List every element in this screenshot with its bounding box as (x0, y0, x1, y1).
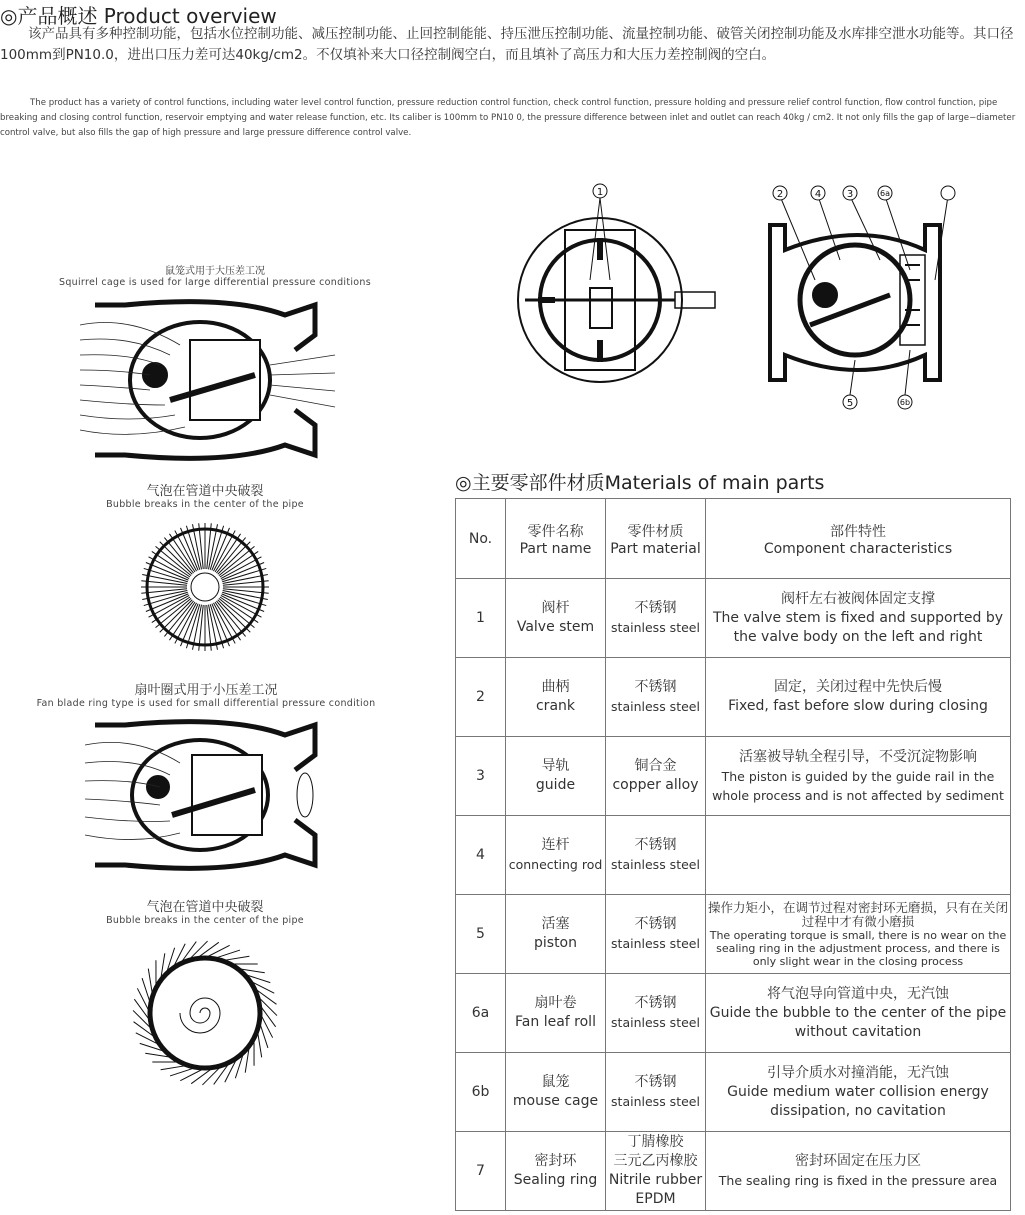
header-part-material: 零件材质 Part material (606, 499, 706, 579)
table-row (456, 895, 1011, 974)
table-header-row (456, 499, 1011, 579)
table-row (456, 974, 1011, 1053)
row-material: 不锈钢 stainless steel (606, 1053, 706, 1132)
bubble-caption-2 (0, 896, 410, 926)
fan-caption (0, 679, 412, 709)
bubble-burst-diagram-1 (140, 522, 270, 652)
row-characteristics: 固定，关闭过程中先快后慢 Fixed, fast before slow during closing (706, 658, 1011, 737)
table-row (456, 1053, 1011, 1132)
row-characteristics: 活塞被导轨全程引导，不受沉淀物影响 The piston is guided by the guide rail in the whole process and is not affected by sediment (706, 737, 1011, 816)
callout-5: 5 (846, 398, 854, 409)
overview-text-cn: 该产品具有多种控制功能，包括水位控制功能、减压控制功能、止回控制能能、持压泄压控制功能、流量控制功能、破管关闭控制功能及水库排空泄水功能等。其口径100mm到PN10.0，进出口压力差可达40kg/cm2。不仅填补来大口径控制阀空白，而且填补了高压力和大压力差控制阀的空白。 (0, 26, 1014, 63)
row-characteristics: 引导介质水对撞消能，无汽蚀 Guide medium water collision energy dissipation, no cavitation (706, 1053, 1011, 1132)
row-part-name: 连杆 connecting rod (506, 816, 606, 895)
fan-caption-en: Fan blade ring type is used for small differential pressure condition (36, 698, 376, 709)
row-part-name: 鼠笼 mouse cage (506, 1053, 606, 1132)
fan-blade-valve-diagram (80, 715, 340, 875)
row-part-name: 扇叶卷 Fan leaf roll (506, 974, 606, 1053)
fan-caption-cn: 扇叶圈式用于小压差工况 (134, 683, 278, 698)
row-characteristics: 密封环固定在压力区 The sealing ring is fixed in the pressure area (706, 1132, 1011, 1211)
row-material: 不锈钢 stainless steel (606, 579, 706, 658)
table-row (456, 1132, 1011, 1211)
bubble-caption-1-cn: 气泡在管道中央破裂 (146, 484, 264, 499)
callout-1: 1 (596, 187, 604, 198)
row-no: 6a (456, 974, 506, 1053)
row-material: 不锈钢 stainless steel (606, 895, 706, 974)
cage-caption-en: Squirrel cage is used for large differential pressure conditions (59, 277, 371, 288)
row-no: 2 (456, 658, 506, 737)
row-material: 不锈钢 stainless steel (606, 816, 706, 895)
header-characteristics: 部件特性 Component characteristics (706, 499, 1011, 579)
cage-caption-cn: 鼠笼式用于大压差工况 (165, 266, 265, 277)
row-part-name: 导轨 guide (506, 737, 606, 816)
row-characteristics: 阀杆左右被阀体固定支撑 The valve stem is fixed and supported by the valve body on the left and right (706, 579, 1011, 658)
callout-6a: 6a (880, 189, 890, 198)
callout-2: 2 (776, 189, 784, 200)
valve-section-diagram (760, 180, 965, 415)
cage-caption (0, 262, 430, 288)
row-part-name: 曲柄 crank (506, 658, 606, 737)
squirrel-cage-valve-diagram (70, 295, 340, 465)
row-no: 3 (456, 737, 506, 816)
bubble-caption-2-en: Bubble breaks in the center of the pipe (106, 915, 304, 926)
materials-table (455, 498, 1011, 1211)
table-row (456, 579, 1011, 658)
header-no: No. (456, 499, 506, 579)
overview-title: ◎产品概述 Product overview (0, 4, 277, 28)
overview-text-en: The product has a variety of control functions, including water level control function, pressure reduction control function, check control function, pressure holding and pressure relief control function, flow control function, pipe breaking and closing control function, reservoir emptying and water release function, etc. Its caliber is 100mm to PN10 0, the pressure difference between inlet and outlet can reach 40kg / cm2. It not only fills the gap of large−diameter control valve, but also fills the gap of high pressure and large pressure difference control valve. (0, 98, 1016, 138)
header-part-name: 零件名称 Part name (506, 499, 606, 579)
bubble-caption-2-cn: 气泡在管道中央破裂 (146, 900, 264, 915)
valve-front-view-diagram (510, 180, 735, 390)
row-no: 1 (456, 579, 506, 658)
row-no: 4 (456, 816, 506, 895)
callout-4: 4 (814, 189, 822, 200)
table-row (456, 816, 1011, 895)
row-part-name: 活塞 piston (506, 895, 606, 974)
table-row (456, 737, 1011, 816)
bubble-caption-1-en: Bubble breaks in the center of the pipe (106, 499, 304, 510)
callout-6b: 6b (899, 398, 911, 407)
row-material: 铜合金 copper alloy (606, 737, 706, 816)
row-characteristics (706, 816, 1011, 895)
table-row (456, 658, 1011, 737)
row-part-name: 阀杆 Valve stem (506, 579, 606, 658)
row-material: 丁腈橡胶 三元乙丙橡胶 Nitrile rubber EPDM (606, 1132, 706, 1211)
row-no: 5 (456, 895, 506, 974)
row-material: 不锈钢 stainless steel (606, 658, 706, 737)
bubble-caption-1 (0, 480, 410, 510)
callout-3: 3 (846, 189, 854, 200)
row-characteristics: 将气泡导向管道中央，无汽蚀 Guide the bubble to the center of the pipe without cavitation (706, 974, 1011, 1053)
row-material: 不锈钢 stainless steel (606, 974, 706, 1053)
row-part-name: 密封环 Sealing ring (506, 1132, 606, 1211)
bubble-spiral-diagram (130, 938, 280, 1088)
row-characteristics: 操作力矩小，在调节过程对密封环无磨损，只有在关闭过程中才有微小磨损 The operating torque is small, there is no wear on the sealing ring in the adjustment process, and there is only slight wear in the closing process (706, 895, 1011, 974)
materials-title: ◎主要零部件材质Materials of main parts (455, 472, 825, 494)
row-no: 7 (456, 1132, 506, 1211)
row-no: 6b (456, 1053, 506, 1132)
